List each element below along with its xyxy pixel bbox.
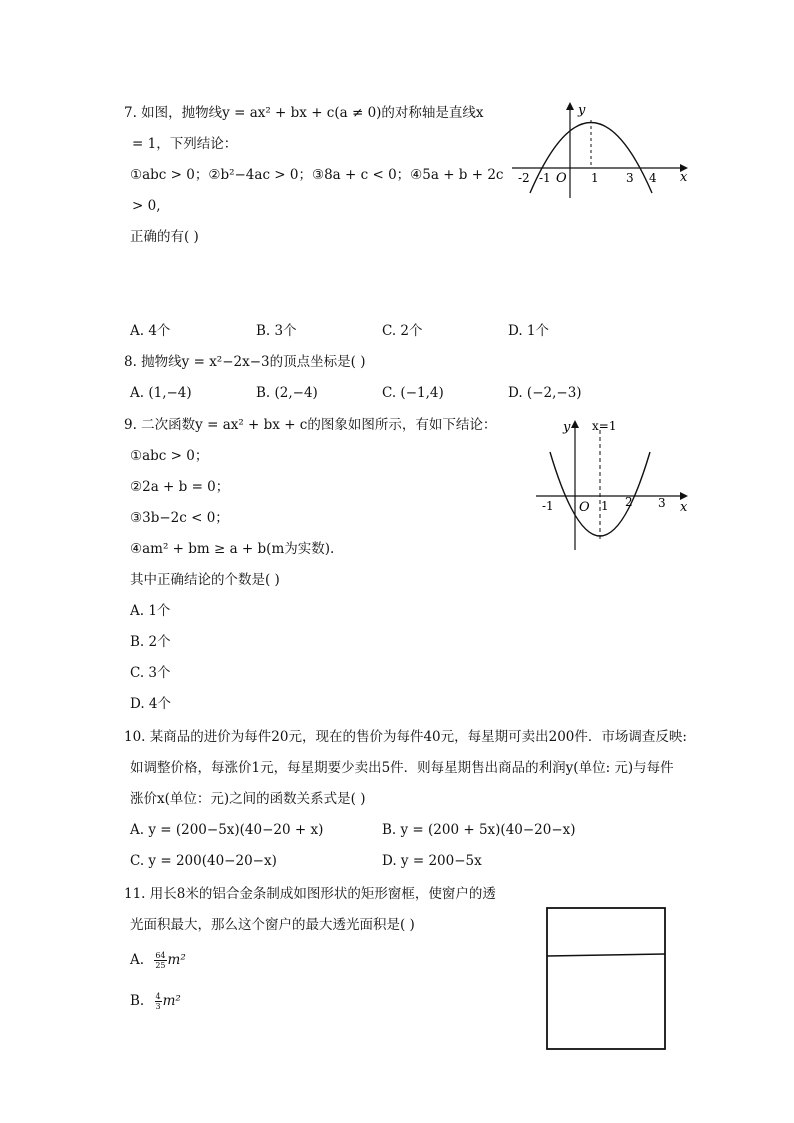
q9-tick-2: 2 — [625, 495, 633, 509]
q7-option-d[interactable]: D. 1个 — [508, 323, 550, 339]
q11-option-b-fraction — [155, 992, 162, 1011]
q7-tick-3: 3 — [626, 171, 634, 185]
q11-option-a-fraction — [154, 951, 166, 970]
q9-option-d[interactable]: D. 4个 — [130, 696, 172, 712]
q7-tick-neg1: -1 — [539, 171, 551, 185]
q7-option-c[interactable]: C. 2个 — [382, 323, 423, 339]
q9-option-a[interactable]: A. 1个 — [130, 603, 171, 619]
q7-tick-1: 1 — [591, 171, 599, 185]
q8-stem: 8. 抛物线y = x²−2x−3的顶点坐标是( ) — [124, 354, 366, 370]
q9-label-x: x — [680, 500, 688, 515]
q11-option-a-unit: m² — [167, 952, 186, 968]
q11-stem-line2: 光面积最大，那么这个窗户的最大透光面积是( ) — [130, 917, 415, 933]
q8-option-c[interactable]: C. (−1,4) — [382, 385, 444, 401]
q7-tick-4: 4 — [649, 171, 657, 185]
q9-tick-1: 1 — [601, 499, 609, 513]
q11-window-frame-figure — [545, 906, 669, 1052]
q10-option-a[interactable]: A. y = (200−5x)(40−20 + x) — [130, 822, 324, 838]
q7-label-y: y — [578, 103, 586, 118]
q9-stem: 9. 二次函数y = ax² + bx + c的图象如图所示，有如下结论： — [124, 417, 497, 433]
q7-label-x: x — [680, 170, 688, 185]
q7-stem-line5: 正确的有( ) — [130, 229, 199, 245]
q11-option-a-label: A. — [130, 952, 145, 968]
q11-option-b-denominator: 3 — [155, 1002, 161, 1011]
q7-tick-neg2: -2 — [518, 171, 530, 185]
q9-conclusion-4: ④am² + bm ≥ a + b(m为实数). — [130, 541, 335, 557]
q7-y-arrow — [566, 102, 574, 110]
q11-option-a-numerator: 64 — [155, 951, 166, 960]
q11-option-b-label: B. — [130, 993, 145, 1009]
q9-conclusion-3: ③3b−2c < 0； — [130, 510, 229, 526]
q9-conclusion-1: ①abc > 0； — [130, 448, 209, 464]
q11-window-crossbar — [547, 954, 665, 956]
q11-option-a-denominator: 25 — [155, 961, 166, 970]
q10-option-b[interactable]: B. y = (200 + 5x)(40−20−x) — [382, 822, 576, 838]
q9-tick-3: 3 — [658, 496, 666, 510]
q9-label-origin: O — [579, 500, 590, 515]
q10-stem-line2: 如调整价格，每涨价1元，每星期要少卖出5件．则每星期售出商品的利润y(单位: 元)与每件 — [130, 760, 674, 776]
q11-stem-line1: 11. 用长8米的铝合金条制成如图形状的矩形窗框，使窗户的透 — [124, 886, 496, 902]
q10-stem-line1: 10. 某商品的进价为每件20元，现在的售价为每件40元，每星期可卖出200件．市场调查反映: — [124, 729, 687, 745]
q9-parabola-figure — [530, 414, 700, 554]
q9-y-arrow — [571, 420, 579, 428]
q7-stem-line1: 7. 如图，抛物线y = ax² + bx + c(a ≠ 0)的对称轴是直线x — [124, 105, 484, 121]
q7-option-a[interactable]: A. 4个 — [130, 323, 171, 339]
q9-x-arrow — [680, 492, 688, 500]
q9-conclusion-2: ②2a + b = 0； — [130, 479, 230, 495]
q7-stem-line3: ①abc > 0；②b²−4ac > 0；③8a + c < 0；④5a + b + 2c — [130, 167, 504, 183]
q11-option-b-unit: m² — [162, 993, 181, 1009]
q7-stem-line2: = 1，下列结论： — [132, 136, 238, 152]
q10-stem-line3: 涨价x(单位：元)之间的函数关系式是( ) — [130, 791, 366, 807]
q7-option-b[interactable]: B. 3个 — [256, 323, 297, 339]
q11-window-outer-frame — [547, 908, 665, 1049]
q9-question: 其中正确结论的个数是( ) — [130, 572, 280, 588]
q9-option-b[interactable]: B. 2个 — [130, 634, 171, 650]
q11-option-a[interactable] — [130, 949, 186, 971]
q11-option-b[interactable] — [130, 990, 181, 1012]
q7-parabola-figure — [508, 98, 708, 208]
q8-option-d[interactable]: D. (−2,−3) — [508, 385, 582, 401]
q7-stem-line4: > 0, — [132, 198, 161, 214]
q9-label-y: y — [563, 420, 571, 435]
q10-option-d[interactable]: D. y = 200−5x — [382, 853, 482, 869]
q10-option-c[interactable]: C. y = 200(40−20−x) — [130, 853, 277, 869]
q11-option-b-numerator: 4 — [155, 992, 161, 1001]
q8-option-b[interactable]: B. (2,−4) — [256, 385, 318, 401]
q7-label-origin: O — [556, 171, 567, 186]
q9-tick-neg1: -1 — [542, 499, 554, 513]
q9-option-c[interactable]: C. 3个 — [130, 665, 171, 681]
q8-option-a[interactable]: A. (1,−4) — [130, 385, 192, 401]
q9-label-axis: x=1 — [592, 419, 617, 433]
